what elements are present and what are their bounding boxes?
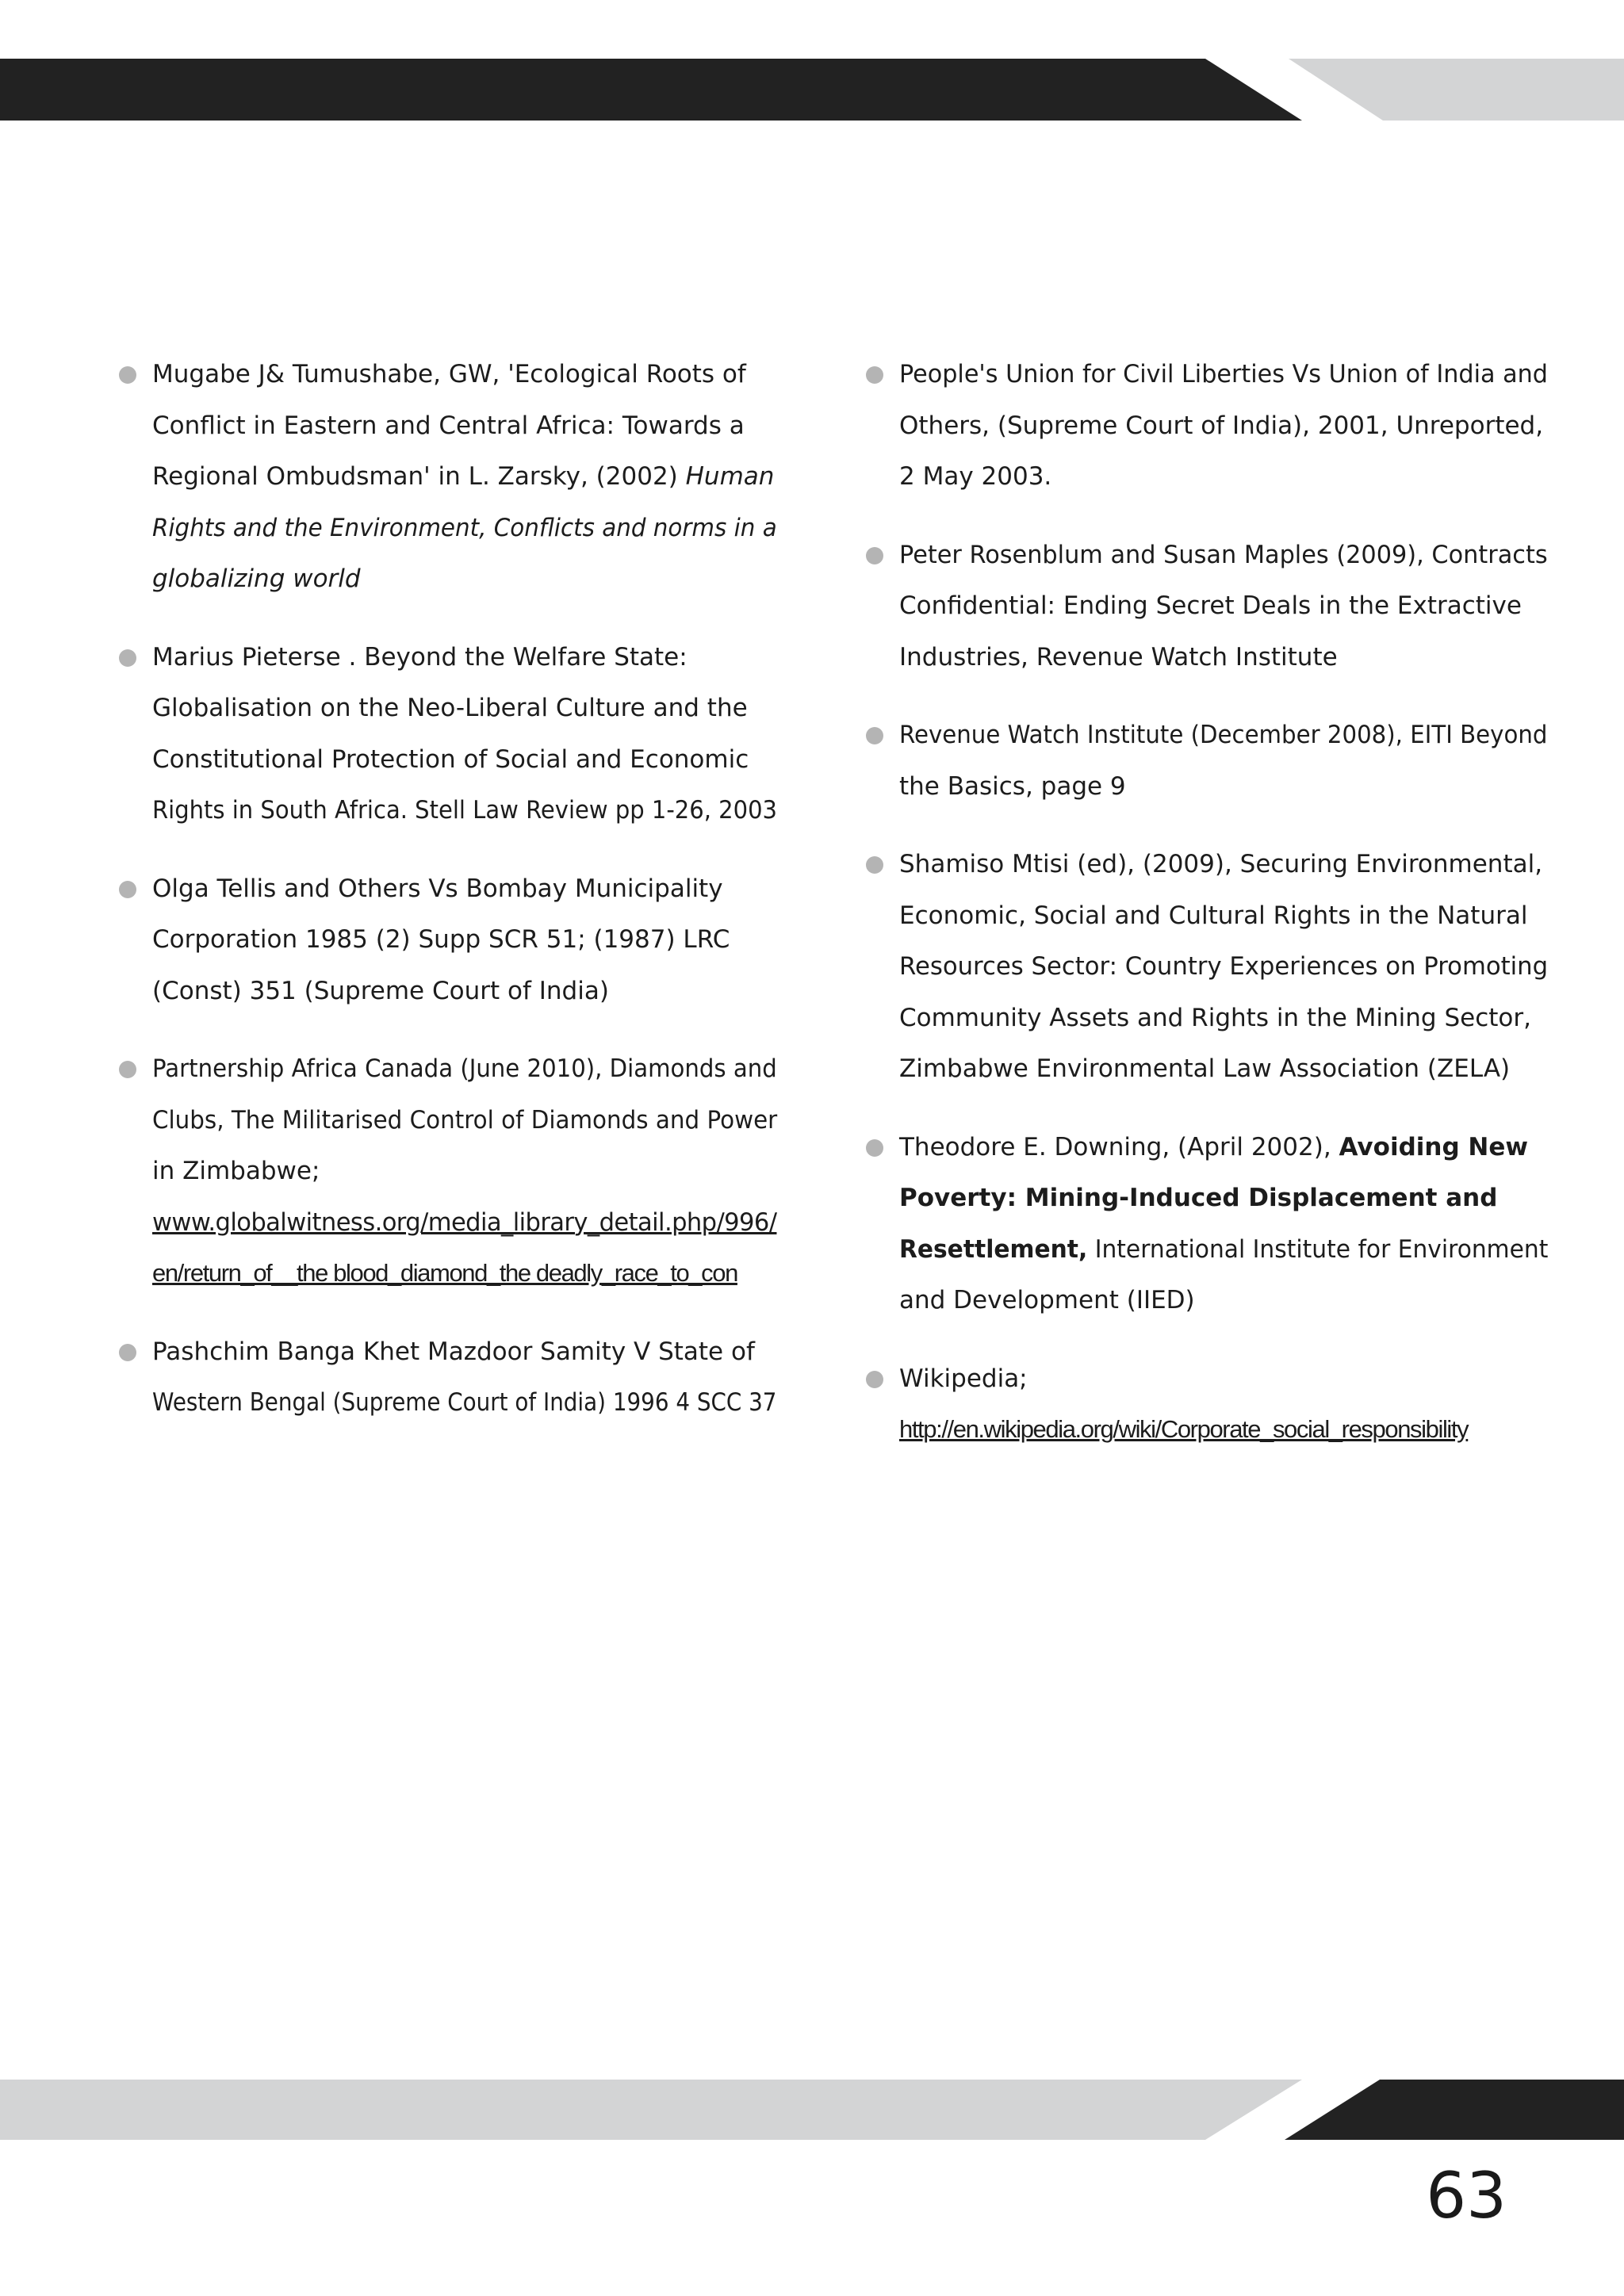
bullet-icon: [866, 547, 883, 564]
reference-item: [866, 1122, 1548, 1326]
reference-line: Shamiso Mtisi (ed), (2009), Securing Environmental,: [899, 850, 1543, 878]
reference-item: [866, 349, 1548, 503]
bullet-icon: [866, 1139, 883, 1157]
reference-title-bold: Poverty: Mining-Induced Displacement and: [899, 1184, 1498, 1212]
header-band-dark: [0, 59, 1302, 121]
reference-line: Confidential: Ending Secret Deals in the Extractive: [899, 591, 1522, 620]
bullet-icon: [119, 649, 136, 667]
header-band-light: [1289, 59, 1624, 121]
reference-item: [119, 863, 777, 1017]
bullet-icon: [866, 366, 883, 384]
reference-item: [866, 1353, 1548, 1456]
reference-title-italic: Rights and the Environment, Conflicts and norms in a: [152, 513, 777, 542]
references-left-column: [119, 349, 777, 1456]
reference-line: Partnership Africa Canada (June 2010), Diamonds and: [152, 1054, 777, 1083]
reference-text: Theodore E. Downing, (April 2002),: [899, 1132, 1339, 1161]
bullet-icon: [866, 1371, 883, 1388]
reference-line: Mugabe J& Tumushabe, GW, 'Ecological Roots of: [152, 360, 746, 388]
reference-line: Pashchim Banga Khet Mazdoor Samity V State of: [152, 1337, 755, 1366]
reference-line: Corporation 1985 (2) Supp SCR 51; (1987) LRC: [152, 925, 730, 954]
reference-line: Olga Tellis and Others Vs Bombay Municipality: [152, 874, 723, 903]
reference-line: Marius Pieterse . Beyond the Welfare State:: [152, 642, 688, 672]
reference-line: Zimbabwe Environmental Law Association (ZELA): [899, 1054, 1511, 1083]
reference-line: [899, 1224, 1549, 1276]
reference-title-bold: Resettlement,: [899, 1234, 1088, 1264]
bullet-icon: [866, 727, 883, 744]
reference-line: in Zimbabwe;: [152, 1157, 320, 1185]
reference-line: Others, (Supreme Court of India), 2001, Unreported,: [899, 411, 1544, 440]
reference-link[interactable]: en/return_of__the blood_diamond_the deadly_race_to_con: [152, 1259, 737, 1287]
reference-title-italic: globalizing world: [152, 564, 361, 593]
reference-text: International Institute for Environment: [1087, 1234, 1549, 1264]
reference-item: [119, 1326, 777, 1429]
reference-line: Industries, Revenue Watch Institute: [899, 642, 1338, 672]
reference-item: [119, 632, 777, 836]
reference-line: People's Union for Civil Liberties Vs Union of India and: [899, 360, 1548, 388]
reference-link[interactable]: www.globalwitness.org/media_library_detail.php/996/: [152, 1207, 777, 1237]
reference-line: 2 May 2003.: [899, 462, 1052, 491]
bullet-icon: [119, 1061, 136, 1078]
reference-line: Wikipedia;: [899, 1364, 1028, 1393]
reference-line: Peter Rosenblum and Susan Maples (2009), Contracts: [899, 540, 1548, 569]
reference-item: [866, 530, 1548, 683]
reference-line: Rights in South Africa. Stell Law Review pp 1-26, 2003: [152, 796, 778, 825]
reference-item: [119, 1043, 777, 1299]
reference-line: Western Bengal (Supreme Court of India) 1996 4 SCC 37: [152, 1388, 777, 1417]
page-number: 63: [1426, 2159, 1507, 2233]
reference-item: [119, 349, 777, 605]
reference-line: Economic, Social and Cultural Rights in the Natural: [899, 901, 1528, 930]
header-band: [0, 59, 1624, 121]
reference-line: Conflict in Eastern and Central Africa: Towards a: [152, 411, 745, 440]
reference-line: the Basics, page 9: [899, 771, 1126, 801]
reference-line: Resources Sector: Country Experiences on Promoting: [899, 952, 1549, 981]
footer-band: [0, 2080, 1624, 2140]
bullet-icon: [119, 1344, 136, 1361]
reference-title-italic: Human: [685, 462, 775, 491]
reference-line: Community Assets and Rights in the Mining Sector,: [899, 1003, 1531, 1032]
reference-line: Globalisation on the Neo-Liberal Culture and the: [152, 694, 748, 722]
reference-item: [866, 710, 1548, 812]
bullet-icon: [866, 856, 883, 874]
footer-band-light: [0, 2080, 1302, 2140]
reference-link[interactable]: http://en.wikipedia.org/wiki/Corporate_social_responsibility: [899, 1415, 1469, 1443]
reference-line: and Development (IIED): [899, 1286, 1195, 1314]
bullet-icon: [119, 366, 136, 384]
reference-line: (Const) 351 (Supreme Court of India): [152, 976, 609, 1005]
reference-line: [152, 451, 777, 503]
references-right-column: [866, 349, 1548, 1483]
bullet-icon: [119, 881, 136, 898]
reference-item: [866, 839, 1548, 1095]
reference-line: Clubs, The Militarised Control of Diamonds and Power: [152, 1105, 778, 1135]
footer-band-dark: [1285, 2080, 1624, 2140]
reference-title-bold: Avoiding New: [1339, 1132, 1529, 1161]
reference-text: Regional Ombudsman' in L. Zarsky, (2002): [152, 462, 686, 491]
reference-line: Constitutional Protection of Social and Economic: [152, 744, 749, 774]
reference-line: Revenue Watch Institute (December 2008), EITI Beyond: [899, 721, 1548, 749]
reference-line: [899, 1122, 1548, 1173]
